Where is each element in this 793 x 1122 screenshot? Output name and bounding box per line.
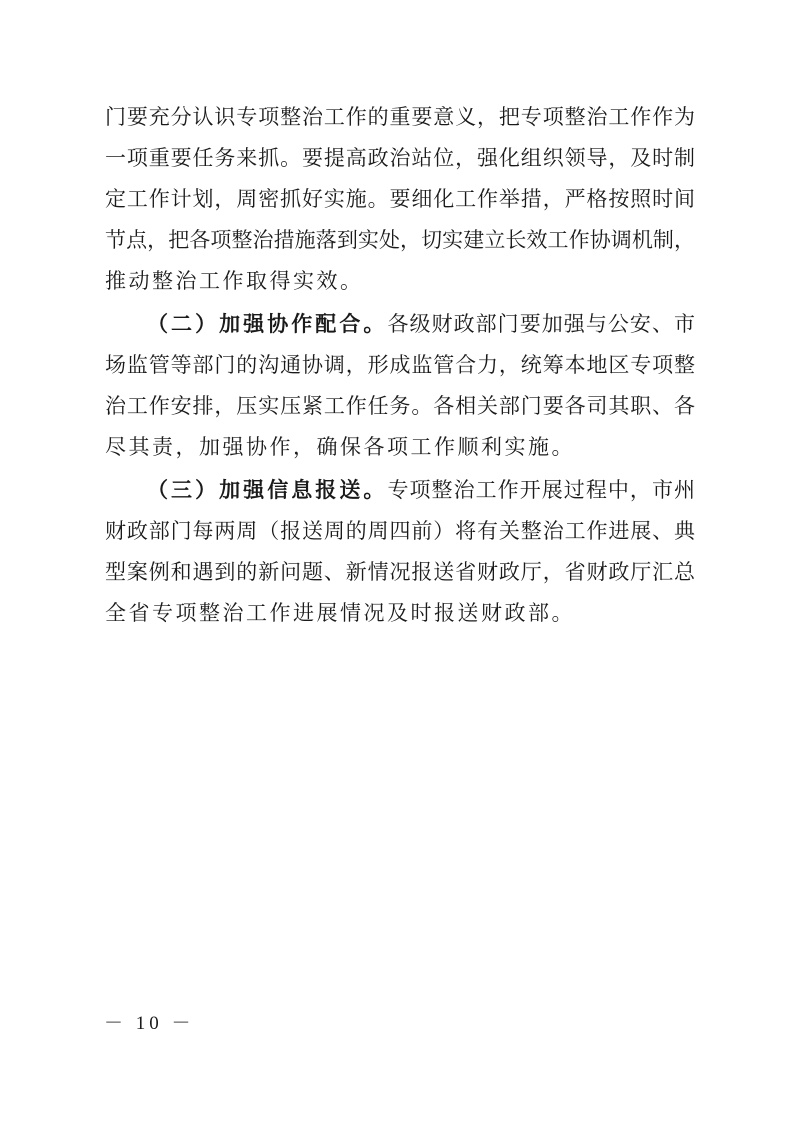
paragraph-1-line-2: 一项重要任务来抓。要提高政治站位，强化组织领导，及时制 <box>105 146 695 170</box>
paragraph-3-first-line-text: 专项整治工作开展过程中，市州 <box>387 478 696 502</box>
paragraph-1-line-5: 推动整治工作取得实效。 <box>105 269 364 293</box>
paragraph-3-line-3: 型案例和遇到的新问题、新情况报送省财政厅，省财政厅汇总 <box>105 560 695 584</box>
paragraph-2-heading: （二）加强协作配合。 <box>147 312 388 336</box>
paragraph-1-line-1: 门要充分认识专项整治工作的重要意义，把专项整治工作作为 <box>105 105 695 129</box>
paragraph-2-line-4: 尽其责，加强协作，确保各项工作顺利实施。 <box>105 435 575 459</box>
paragraph-3-line-1 <box>147 476 695 504</box>
paragraph-2-line-1 <box>147 310 695 338</box>
page-number: － 10 － <box>104 1013 195 1034</box>
paragraph-1-line-4: 节点，把各项整治措施落到实处，切实建立长效工作协调机制， <box>105 228 695 252</box>
paragraph-3-line-2: 财政部门每两周（报送周的周四前）将有关整治工作进展、典 <box>105 519 695 543</box>
paragraph-2-line-3: 治工作安排，压实压紧工作任务。各相关部门要各司其职、各 <box>105 394 695 418</box>
paragraph-3-line-4: 全省专项整治工作进展情况及时报送财政部。 <box>105 601 575 625</box>
paragraph-3-heading: （三）加强信息报送。 <box>147 478 388 502</box>
paragraph-2-first-line-text: 各级财政部门要加强与公安、市 <box>387 312 696 336</box>
paragraph-1-line-3: 定工作计划，周密抓好实施。要细化工作举措，严格按照时间 <box>105 187 695 211</box>
paragraph-2-line-2: 场监管等部门的沟通协调，形成监管合力，统筹本地区专项整 <box>105 353 695 377</box>
